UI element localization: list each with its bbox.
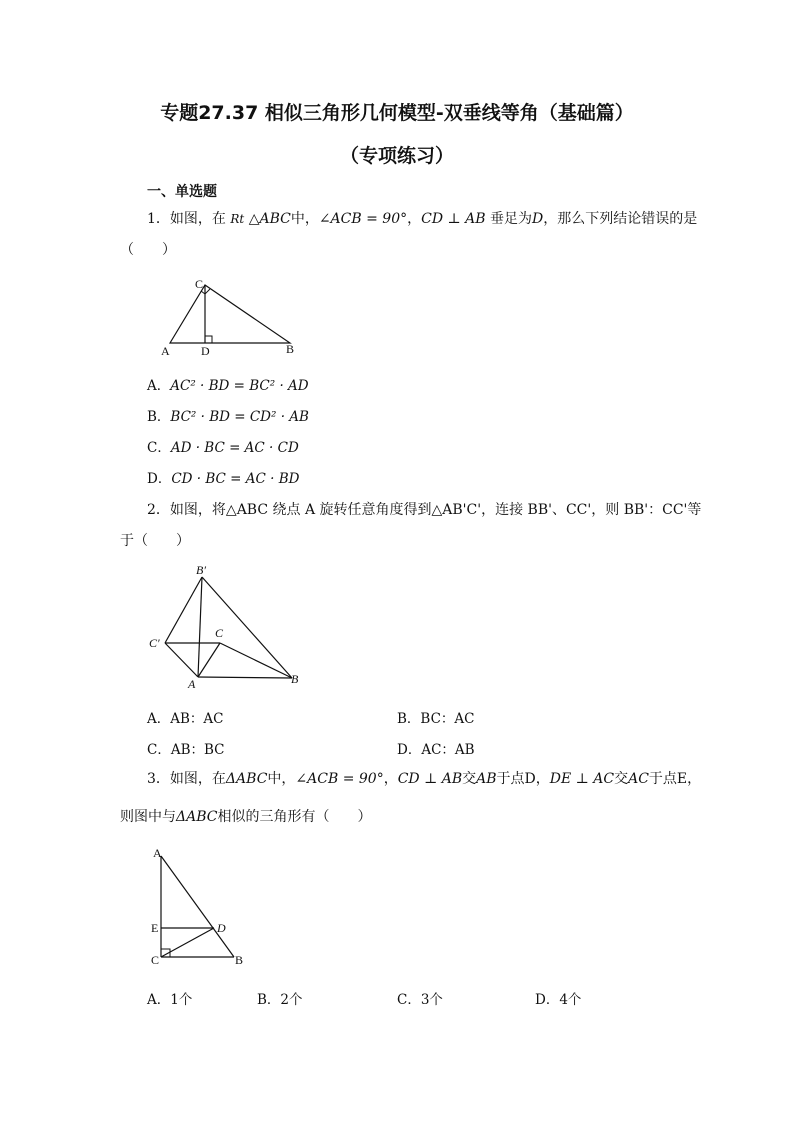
option-text: AB：BC	[170, 742, 225, 758]
perpendicular-expression: CD ⊥ AB	[397, 771, 463, 787]
stem-text: 于点D，	[496, 771, 550, 787]
option-text: 2个	[280, 992, 303, 1008]
stem-text: 中，	[290, 211, 319, 227]
q2-figure	[145, 560, 310, 690]
label-c: C	[215, 626, 224, 640]
option-label: B．	[147, 409, 171, 425]
stem-text: 交	[614, 771, 629, 787]
side-ab	[161, 856, 234, 957]
question-3-stem-line2	[120, 806, 371, 826]
label-b: B	[235, 953, 244, 967]
option-d[interactable]	[397, 738, 475, 758]
label-a: A	[188, 677, 196, 690]
angle-expression: ∠ACB = 90°	[295, 771, 384, 787]
option-text: 3个	[420, 992, 443, 1008]
angle-expression: ∠ACB = 90°	[318, 211, 408, 227]
segment-label: AB	[476, 771, 497, 787]
question-number: 1．	[147, 211, 170, 227]
question-number: 2．	[147, 502, 170, 518]
option-b[interactable]	[397, 707, 475, 727]
option-label: D．	[397, 742, 422, 758]
option-text: AB：AC	[170, 711, 224, 727]
triangle-abc	[170, 285, 290, 343]
option-expression: AC² · BD = BC² · AD	[170, 378, 309, 394]
option-text: AC：AB	[421, 742, 475, 758]
option-label: C．	[147, 440, 171, 456]
question-number: 3．	[147, 771, 170, 787]
label-c: C	[151, 953, 160, 967]
triangle-expression: △ABC	[248, 211, 291, 227]
segment-label: AC	[628, 771, 649, 787]
stem-text: 于点E，	[648, 771, 702, 787]
option-c[interactable]	[147, 738, 225, 758]
label-b-prime: B′	[196, 563, 206, 577]
option-text: BC：AC	[420, 711, 475, 727]
stem-text: ，	[383, 771, 398, 787]
option-label: D．	[535, 992, 560, 1008]
triangle-expression: ΔABC	[225, 771, 268, 787]
option-label: B．	[397, 711, 421, 727]
label-b: B	[291, 672, 299, 686]
label-b: B	[286, 342, 295, 356]
stem-text: 如图，在	[169, 211, 226, 227]
page-title: 专题27.37 相似三角形几何模型-双垂线等角（基础篇）	[160, 102, 634, 124]
option-expression: CD · BC = AC · BD	[171, 471, 300, 487]
rt-label: Rt	[230, 212, 245, 226]
option-d[interactable]	[147, 467, 299, 487]
option-expression: BC² · BD = CD² · AB	[170, 409, 309, 425]
option-label: A．	[147, 992, 171, 1008]
label-c-prime: C′	[149, 636, 160, 650]
label-e: E	[151, 921, 159, 935]
stem-text: ，	[407, 211, 422, 227]
question-2-stem-line2: 于（ ）	[120, 533, 190, 549]
q3-figure	[145, 840, 255, 972]
triangle-expression: ΔABC	[176, 809, 218, 825]
question-1-stem	[147, 208, 697, 228]
stem-text: ，那么下列结论错误的是	[543, 211, 698, 227]
option-b[interactable]	[257, 988, 303, 1008]
stem-text: 交	[462, 771, 477, 787]
question-2-stem	[147, 499, 701, 519]
option-c[interactable]	[147, 436, 299, 456]
q1-figure	[155, 275, 305, 360]
perpendicular-expression: DE ⊥ AC	[549, 771, 615, 787]
point-label: D	[531, 211, 544, 227]
question-3-stem	[147, 768, 701, 788]
section-heading: 一、单选题	[147, 184, 217, 200]
answer-blank: （ ）	[120, 242, 176, 258]
option-label: A．	[147, 378, 171, 394]
option-label: D．	[147, 471, 172, 487]
label-a: A	[153, 846, 162, 860]
option-a[interactable]	[147, 988, 192, 1008]
option-expression: AD · BC = AC · CD	[170, 440, 299, 456]
segment-cd	[161, 928, 214, 957]
option-b[interactable]	[147, 405, 309, 425]
label-d: D	[201, 344, 210, 358]
option-c[interactable]	[397, 988, 443, 1008]
option-a[interactable]	[147, 707, 224, 727]
stem-text: 中，	[267, 771, 296, 787]
stem-text: 垂足为	[489, 211, 532, 227]
stem-text: 则图中与	[120, 809, 176, 825]
option-a[interactable]	[147, 374, 309, 394]
perpendicular-expression: CD ⊥ AB	[421, 211, 486, 227]
option-label: C．	[397, 992, 421, 1008]
option-d[interactable]	[535, 988, 581, 1008]
stem-text: 如图，将△ABC 绕点 A 旋转任意角度得到△AB'C'，连接 BB'、CC'，则 BB'：CC'等	[169, 502, 702, 518]
label-c: C	[195, 277, 204, 291]
stem-text: 如图，在	[169, 771, 226, 787]
option-label: C．	[147, 742, 171, 758]
stem-text: 相似的三角形有（ ）	[217, 809, 372, 825]
option-label: A．	[147, 711, 171, 727]
option-text: 4个	[559, 992, 582, 1008]
option-label: B．	[257, 992, 281, 1008]
label-d: D	[217, 921, 226, 935]
page-subtitle: （专项练习）	[339, 145, 454, 167]
label-a: A	[161, 344, 170, 358]
option-text: 1个	[170, 992, 193, 1008]
right-angle-mark	[205, 336, 212, 343]
